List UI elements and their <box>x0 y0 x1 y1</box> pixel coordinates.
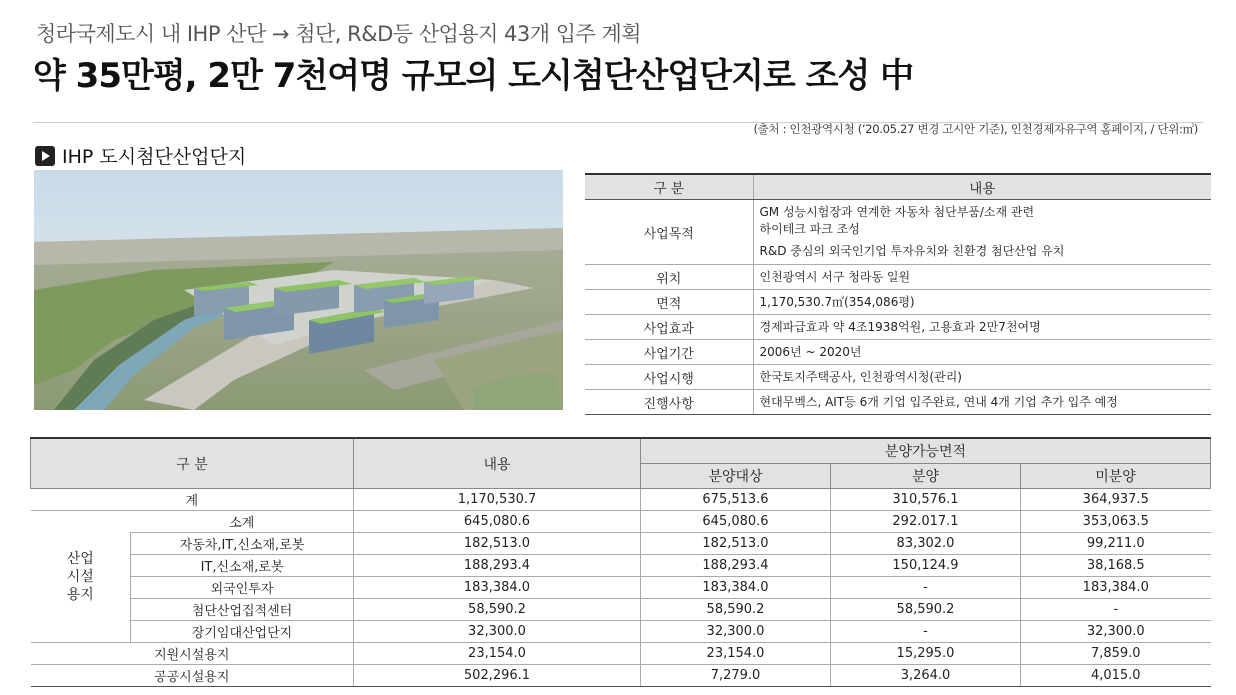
page-title: 약 35만평, 2만 7천여명 규모의 도시첨단산업단지로 조성 中 <box>33 56 914 96</box>
info-value: 현대무벡스, AIT등 6개 기업 입주완료, 연내 4개 기업 추가 입주 예정 <box>753 390 1211 415</box>
cell-sale-target: 32,300.0 <box>641 621 831 643</box>
row-label: 소계 <box>131 511 354 533</box>
cell-content: 502,296.1 <box>354 665 641 687</box>
cell-content: 188,293.4 <box>354 555 641 577</box>
header-unsold: 미분양 <box>1021 464 1211 489</box>
cell-sale-target: 182,513.0 <box>641 533 831 555</box>
info-row <box>585 390 1211 415</box>
cell-sold: 15,295.0 <box>831 643 1021 665</box>
cell-unsold: 7,859.0 <box>1021 643 1211 665</box>
info-value: 인천광역시 서구 청라동 일원 <box>753 265 1211 290</box>
row-label: 첨단산업집적센터 <box>131 599 354 621</box>
cell-sale-target: 645,080.6 <box>641 511 831 533</box>
cell-unsold: 353,063.5 <box>1021 511 1211 533</box>
info-value <box>753 200 1211 265</box>
table-row <box>31 555 1211 577</box>
header-available-area: 분양가능면적 <box>641 438 1211 464</box>
cell-sale-target: 183,384.0 <box>641 577 831 599</box>
land-area-table <box>30 437 1211 687</box>
cell-sold: 310,576.1 <box>831 489 1021 511</box>
info-value: 경제파급효과 약 4조1938억원, 고용효과 2만7천여명 <box>753 315 1211 340</box>
aerial-rendering-image <box>34 170 563 410</box>
info-key: 사업효과 <box>585 315 753 340</box>
table-row <box>31 643 1211 665</box>
row-label: 장기임대산업단지 <box>131 621 354 643</box>
header-sale-target: 분양대상 <box>641 464 831 489</box>
cell-sold: 150,124.9 <box>831 555 1021 577</box>
group-label-line: 시설 <box>66 568 94 585</box>
cell-sold: 292.017.1 <box>831 511 1021 533</box>
cell-sale-target: 23,154.0 <box>641 643 831 665</box>
cell-sale-target: 58,590.2 <box>641 599 831 621</box>
info-row <box>585 290 1211 315</box>
play-icon <box>35 146 55 166</box>
row-label: 자동차,IT,신소재,로봇 <box>131 533 354 555</box>
group-label-line: 산업 <box>66 550 94 567</box>
info-row <box>585 340 1211 365</box>
cell-content: 182,513.0 <box>354 533 641 555</box>
info-key: 위치 <box>585 265 753 290</box>
info-value-line: GM 성능시험장과 연계한 자동차 첨단부품/소재 관련 <box>759 205 1035 219</box>
industrial-group-label <box>31 511 131 643</box>
info-row <box>585 200 1211 265</box>
cell-unsold: 364,937.5 <box>1021 489 1211 511</box>
info-row <box>585 265 1211 290</box>
table-row-total <box>31 489 1211 511</box>
row-label: IT,신소재,로봇 <box>131 555 354 577</box>
info-row <box>585 365 1211 390</box>
aerial-rendering-svg <box>34 170 563 410</box>
cell-sold: 83,302.0 <box>831 533 1021 555</box>
section-title: IHP 도시첨단산업단지 <box>62 146 247 168</box>
cell-unsold: 183,384.0 <box>1021 577 1211 599</box>
cell-sold: - <box>831 621 1021 643</box>
info-header-category: 구 분 <box>585 174 753 200</box>
table-row <box>31 621 1211 643</box>
cell-unsold: 4,015.0 <box>1021 665 1211 687</box>
page-subtitle: 청라국제도시 내 IHP 산단 → 첨단, R&D등 산업용지 43개 입주 계획 <box>36 22 642 46</box>
row-label: 외국인투자 <box>131 577 354 599</box>
source-note: (출처 : 인천광역시청 (’20.05.27 변경 고시안 기준), 인천경제자유구역 홈페이지, / 단위:㎡) <box>753 122 1198 136</box>
cell-sale-target: 188,293.4 <box>641 555 831 577</box>
info-row <box>585 315 1211 340</box>
group-label-line: 용지 <box>66 586 94 603</box>
info-value: 한국토지주택공사, 인천광역시청(관리) <box>753 365 1211 390</box>
info-key: 사업기간 <box>585 340 753 365</box>
info-header-content: 내용 <box>753 174 1211 200</box>
cell-content: 645,080.6 <box>354 511 641 533</box>
cell-sold: 3,264.0 <box>831 665 1021 687</box>
cell-sold: - <box>831 577 1021 599</box>
cell-content: 183,384.0 <box>354 577 641 599</box>
info-value-line: R&D 중심의 외국인기업 투자유치와 친환경 첨단산업 유치 <box>759 244 1065 258</box>
header-sold: 분양 <box>831 464 1021 489</box>
table-row <box>31 599 1211 621</box>
cell-sale-target: 7,279.0 <box>641 665 831 687</box>
info-key: 사업시행 <box>585 365 753 390</box>
header-content: 내용 <box>354 438 641 489</box>
cell-sold: 58,590.2 <box>831 599 1021 621</box>
row-label: 지원시설용지 <box>31 643 354 665</box>
row-label: 공공시설용지 <box>31 665 354 687</box>
project-info-table <box>585 173 1211 415</box>
cell-unsold: 99,211.0 <box>1021 533 1211 555</box>
info-key: 사업목적 <box>585 200 753 265</box>
info-value: 2006년 ~ 2020년 <box>753 340 1211 365</box>
cell-unsold: - <box>1021 599 1211 621</box>
cell-content: 23,154.0 <box>354 643 641 665</box>
info-key: 진행사항 <box>585 390 753 415</box>
info-value-line: 하이테크 파크 조성 <box>759 222 860 236</box>
table-row <box>31 533 1211 555</box>
cell-unsold: 38,168.5 <box>1021 555 1211 577</box>
section-heading <box>35 142 246 169</box>
cell-content: 32,300.0 <box>354 621 641 643</box>
cell-content: 58,590.2 <box>354 599 641 621</box>
table-row <box>31 577 1211 599</box>
cell-content: 1,170,530.7 <box>354 489 641 511</box>
table-row <box>31 665 1211 687</box>
header-category: 구 분 <box>31 438 354 489</box>
info-key: 면적 <box>585 290 753 315</box>
row-label: 계 <box>31 489 354 511</box>
table-row-subtotal <box>31 511 1211 533</box>
info-value: 1,170,530.7㎡(354,086평) <box>753 290 1211 315</box>
cell-sale-target: 675,513.6 <box>641 489 831 511</box>
cell-unsold: 32,300.0 <box>1021 621 1211 643</box>
